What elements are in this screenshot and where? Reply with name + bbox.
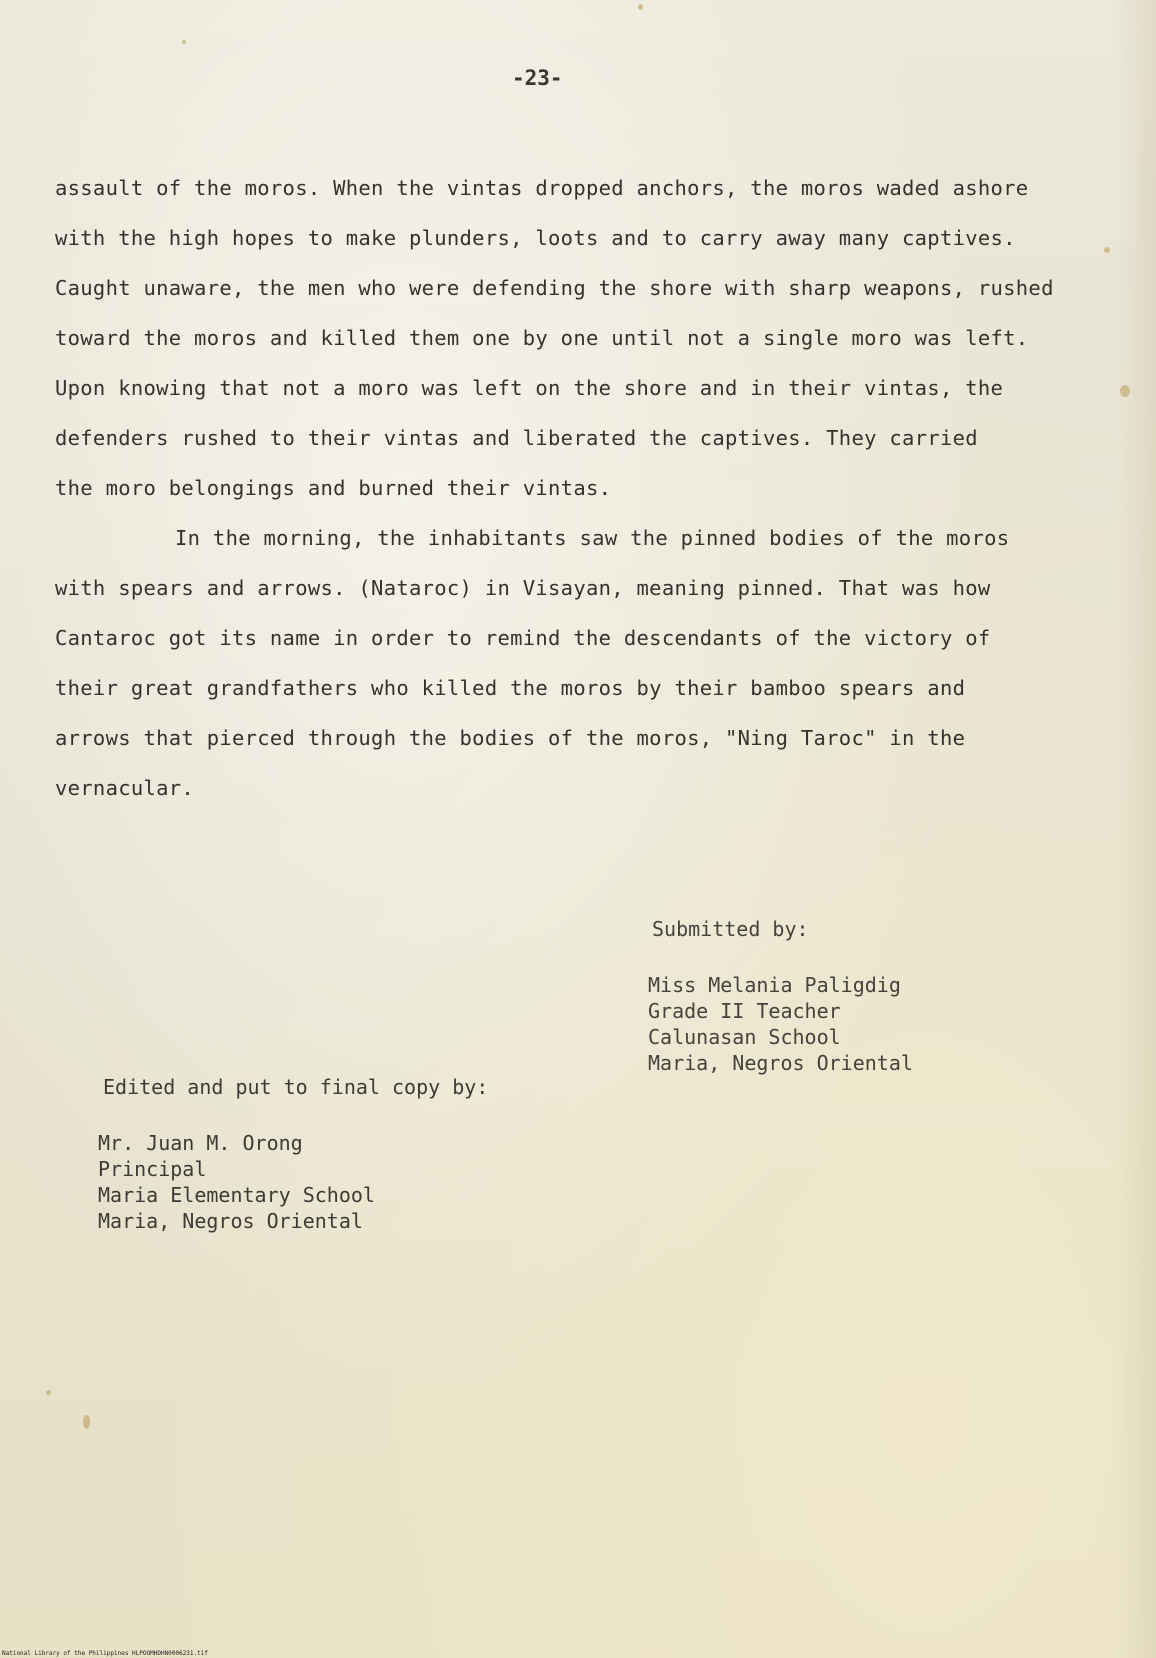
paper-speck [638, 4, 643, 10]
body-text [55, 163, 1125, 813]
paragraph-1-line-5: Upon knowing that not a moro was left on the shore and in their vintas, the [55, 376, 1004, 400]
paragraph-2-line-5: arrows that pierced through the bodies of the moros, "Ning Taroc" in the [55, 726, 966, 750]
paragraph-2-line-2: with spears and arrows. (Nataroc) in Visayan, meaning pinned. That was how [55, 576, 991, 600]
editor-block [98, 1130, 375, 1234]
paper-speck [83, 1415, 90, 1429]
editor-school: Maria Elementary School [98, 1183, 375, 1207]
paragraph-2-line-4: their great grandfathers who killed the moros by their bamboo spears and [55, 676, 966, 700]
paragraph-1-line-6: defenders rushed to their vintas and liberated the captives. They carried [55, 426, 978, 450]
paper-speck [1120, 385, 1130, 397]
editor-name: Mr. Juan M. Orong [98, 1131, 303, 1155]
editor-title: Principal [98, 1157, 207, 1181]
submitter-location: Maria, Negros Oriental [648, 1051, 913, 1075]
footer-credit: National Library of the Philippines HLPOOMHDHN0006231.tif [2, 1650, 208, 1657]
paragraph-1-line-4: toward the moros and killed them one by one until not a single moro was left. [55, 326, 1029, 350]
submitter-school: Calunasan School [648, 1025, 841, 1049]
submitter-title: Grade II Teacher [648, 999, 841, 1023]
paragraph-1-line-1: assault of the moros. When the vintas dropped anchors, the moros waded ashore [55, 176, 1029, 200]
edited-by-label: Edited and put to final copy by: [103, 1075, 489, 1099]
page-number: -23- [512, 66, 563, 90]
paragraph-1-line-2: with the high hopes to make plunders, loots and to carry away many captives. [55, 226, 1016, 250]
paragraph-2-line-6: vernacular. [55, 776, 195, 800]
paper-speck [46, 1390, 51, 1395]
submitter-block [648, 972, 913, 1076]
editor-location: Maria, Negros Oriental [98, 1209, 363, 1233]
paragraph-2-line-1: In the morning, the inhabitants saw the pinned bodies of the moros [175, 526, 1010, 550]
paper-speck [182, 40, 186, 44]
paragraph-2-line-3: Cantaroc got its name in order to remind the descendants of the victory of [55, 626, 991, 650]
submitter-name: Miss Melania Paligdig [648, 973, 901, 997]
paper-speck [1104, 247, 1110, 253]
submitted-by-label: Submitted by: [652, 917, 809, 941]
paragraph-1-line-3: Caught unaware, the men who were defending the shore with sharp weapons, rushed [55, 276, 1054, 300]
paragraph-1-line-7: the moro belongings and burned their vintas. [55, 476, 612, 500]
